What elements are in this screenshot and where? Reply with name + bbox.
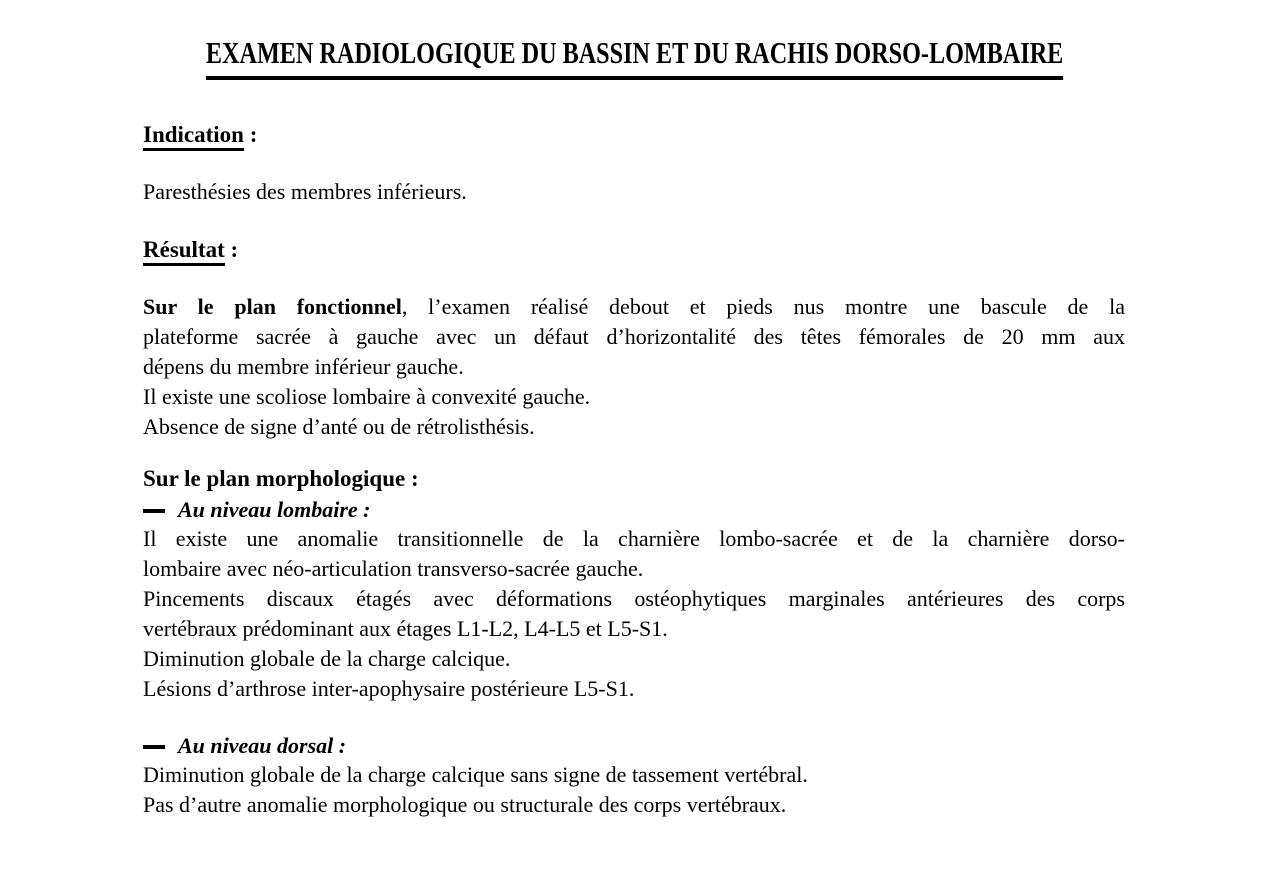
resultat-heading-label: Résultat [143, 237, 225, 266]
report-title-row [0, 33, 1269, 80]
dorsal-bullet-label: Au niveau dorsal : [178, 733, 347, 758]
functional-line-1 [143, 292, 1125, 322]
functional-line-5: Absence de signe d’anté ou de rétrolisthésis. [143, 414, 535, 439]
functional-paragraph [143, 292, 1125, 442]
morphological-heading: Sur le plan morphologique : [143, 466, 419, 491]
indication-heading-label: Indication [143, 122, 244, 151]
report-title: EXAMEN RADIOLOGIQUE DU BASSIN ET DU RACHIS DORSO-LOMBAIRE [206, 33, 1063, 80]
lumbar-line-1: Il existe une anomalie transitionnelle de la charnière lombo-sacrée et de la charnière dorso- [143, 526, 1125, 551]
lumbar-line-5: Diminution globale de la charge calcique. [143, 646, 511, 671]
functional-lead: Sur le plan fonctionnel [143, 294, 402, 319]
dorsal-bullet-heading [143, 732, 1125, 760]
dorsal-line-1: Diminution globale de la charge calcique sans signe de tassement vertébral. [143, 762, 808, 787]
lumbar-line-3: Pincements discaux étagés avec déformations ostéophytiques marginales antérieures des corps [143, 586, 1125, 611]
section-heading-indication [143, 120, 1125, 150]
lumbar-bullet-label: Au niveau lombaire : [178, 497, 371, 522]
dorsal-paragraph [143, 760, 1125, 820]
indication-heading-colon: : [243, 122, 258, 147]
functional-line-1-rest: , l’examen réalisé debout et pieds nus montre une bascule de la [401, 294, 1125, 319]
resultat-heading-colon: : [224, 237, 239, 262]
functional-line-3: dépens du membre inférieur gauche. [143, 354, 464, 379]
lumbar-paragraph [143, 524, 1125, 704]
functional-line-4: Il existe une scoliose lombaire à convexité gauche. [143, 384, 591, 409]
functional-line-2: plateforme sacrée à gauche avec un défaut d’horizontalité des têtes fémorales de 20 mm aux [143, 324, 1125, 349]
lumbar-line-6: Lésions d’arthrose inter-apophysaire postérieure L5-S1. [143, 676, 635, 701]
lumbar-bullet-heading [143, 496, 1125, 524]
dorsal-line-2: Pas d’autre anomalie morphologique ou structurale des corps vertébraux. [143, 792, 787, 817]
indication-text: Paresthésies des membres inférieurs. [143, 179, 467, 204]
dash-bullet-icon [143, 745, 165, 749]
lumbar-line-4: vertébraux prédominant aux étages L1-L2, L4-L5 et L5-S1. [143, 616, 668, 641]
lumbar-line-2: lombaire avec néo-articulation transverso-sacrée gauche. [143, 556, 644, 581]
section-heading-resultat [143, 235, 1125, 265]
dash-bullet-icon [143, 509, 165, 513]
